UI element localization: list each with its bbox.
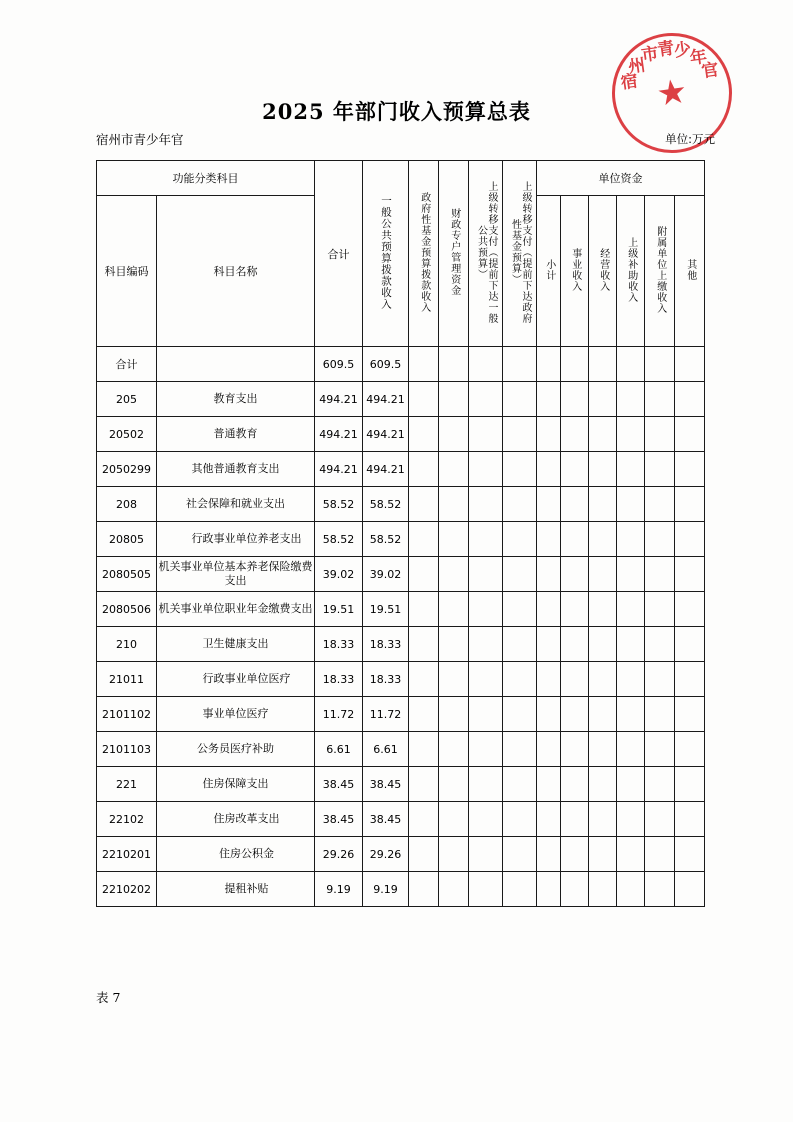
cell-business-income	[561, 697, 589, 732]
header-unit-subtotal: 小计	[537, 196, 561, 347]
table-row	[97, 592, 705, 627]
cell-fiscal-special-account	[439, 417, 469, 452]
seal-char: 青	[656, 38, 676, 61]
cell-unit-subtotal	[537, 452, 561, 487]
cell-general-public-budget: 494.21	[363, 382, 409, 417]
cell-operating-income	[589, 382, 617, 417]
cell-superior-transfer-gov-fund	[503, 522, 537, 557]
cell-superior-transfer-public	[469, 662, 503, 697]
cell-fiscal-special-account	[439, 872, 469, 907]
budget-table-body	[97, 347, 705, 907]
cell-superior-transfer-public	[469, 557, 503, 592]
cell-affiliated-unit-income	[645, 557, 675, 592]
cell-affiliated-unit-income	[645, 767, 675, 802]
cell-other	[675, 767, 705, 802]
cell-subject-name: 普通教育	[157, 417, 315, 452]
cell-other	[675, 662, 705, 697]
cell-total: 39.02	[315, 557, 363, 592]
cell-unit-subtotal	[537, 802, 561, 837]
cell-general-public-budget: 11.72	[363, 697, 409, 732]
cell-gov-fund-budget	[409, 452, 439, 487]
cell-business-income	[561, 627, 589, 662]
cell-fiscal-special-account	[439, 802, 469, 837]
cell-superior-subsidy-income	[617, 487, 645, 522]
cell-gov-fund-budget	[409, 662, 439, 697]
cell-total: 58.52	[315, 522, 363, 557]
cell-affiliated-unit-income	[645, 522, 675, 557]
cell-affiliated-unit-income	[645, 627, 675, 662]
seal-char: 年	[688, 46, 709, 69]
cell-total: 11.72	[315, 697, 363, 732]
table-row	[97, 697, 705, 732]
cell-affiliated-unit-income	[645, 592, 675, 627]
cell-gov-fund-budget	[409, 802, 439, 837]
cell-operating-income	[589, 347, 617, 382]
cell-superior-transfer-public	[469, 347, 503, 382]
cell-affiliated-unit-income	[645, 872, 675, 907]
cell-total: 9.19	[315, 872, 363, 907]
cell-fiscal-special-account	[439, 522, 469, 557]
header-total: 合计	[315, 161, 363, 347]
cell-affiliated-unit-income	[645, 837, 675, 872]
cell-business-income	[561, 487, 589, 522]
cell-operating-income	[589, 452, 617, 487]
cell-subject-code: 合计	[97, 347, 157, 382]
cell-subject-name: 机关事业单位职业年金缴费支出	[157, 592, 315, 627]
cell-subject-name: 住房改革支出	[157, 802, 315, 837]
cell-total: 494.21	[315, 382, 363, 417]
cell-gov-fund-budget	[409, 592, 439, 627]
cell-gov-fund-budget	[409, 382, 439, 417]
cell-fiscal-special-account	[439, 487, 469, 522]
cell-other	[675, 522, 705, 557]
cell-superior-subsidy-income	[617, 767, 645, 802]
cell-total: 58.52	[315, 487, 363, 522]
cell-other	[675, 732, 705, 767]
cell-affiliated-unit-income	[645, 417, 675, 452]
cell-general-public-budget: 58.52	[363, 487, 409, 522]
cell-general-public-budget: 38.45	[363, 767, 409, 802]
cell-total: 29.26	[315, 837, 363, 872]
cell-other	[675, 837, 705, 872]
header-affiliated-unit-income: 附属单位上缴收入	[645, 196, 675, 347]
cell-superior-transfer-gov-fund	[503, 347, 537, 382]
cell-superior-transfer-public	[469, 382, 503, 417]
cell-superior-transfer-gov-fund	[503, 452, 537, 487]
cell-subject-code: 2101102	[97, 697, 157, 732]
cell-superior-transfer-public	[469, 487, 503, 522]
cell-superior-subsidy-income	[617, 382, 645, 417]
cell-unit-subtotal	[537, 592, 561, 627]
cell-superior-transfer-gov-fund	[503, 382, 537, 417]
cell-other	[675, 802, 705, 837]
seal-star-icon: ★	[654, 71, 690, 115]
cell-superior-subsidy-income	[617, 592, 645, 627]
cell-fiscal-special-account	[439, 837, 469, 872]
cell-gov-fund-budget	[409, 522, 439, 557]
table-row	[97, 557, 705, 592]
cell-operating-income	[589, 662, 617, 697]
cell-operating-income	[589, 487, 617, 522]
cell-general-public-budget: 18.33	[363, 627, 409, 662]
cell-general-public-budget: 494.21	[363, 417, 409, 452]
cell-general-public-budget: 38.45	[363, 802, 409, 837]
cell-subject-name: 公务员医疗补助	[157, 732, 315, 767]
cell-subject-code: 2080506	[97, 592, 157, 627]
cell-operating-income	[589, 557, 617, 592]
cell-business-income	[561, 802, 589, 837]
cell-superior-transfer-gov-fund	[503, 417, 537, 452]
header-business-income: 事业收入	[561, 196, 589, 347]
cell-general-public-budget: 609.5	[363, 347, 409, 382]
cell-total: 19.51	[315, 592, 363, 627]
cell-superior-transfer-public	[469, 627, 503, 662]
cell-gov-fund-budget	[409, 697, 439, 732]
cell-business-income	[561, 417, 589, 452]
cell-total: 494.21	[315, 452, 363, 487]
cell-business-income	[561, 872, 589, 907]
cell-superior-transfer-gov-fund	[503, 767, 537, 802]
cell-affiliated-unit-income	[645, 802, 675, 837]
cell-superior-transfer-gov-fund	[503, 662, 537, 697]
cell-subject-code: 210	[97, 627, 157, 662]
cell-other	[675, 347, 705, 382]
cell-subject-name: 行政事业单位医疗	[157, 662, 315, 697]
cell-superior-transfer-public	[469, 417, 503, 452]
header-gov-fund-budget: 政府性基金预算拨款收入	[409, 161, 439, 347]
cell-unit-subtotal	[537, 697, 561, 732]
cell-business-income	[561, 662, 589, 697]
table-row	[97, 522, 705, 557]
cell-subject-name: 住房公积金	[157, 837, 315, 872]
cell-subject-code: 208	[97, 487, 157, 522]
seal-char: 宿	[619, 71, 640, 94]
cell-subject-code: 2210202	[97, 872, 157, 907]
cell-superior-transfer-gov-fund	[503, 487, 537, 522]
department-name: 宿州市青少年官	[96, 132, 184, 147]
table-row	[97, 872, 705, 907]
cell-subject-code: 2210201	[97, 837, 157, 872]
cell-unit-subtotal	[537, 732, 561, 767]
cell-general-public-budget: 6.61	[363, 732, 409, 767]
header-general-public-budget: 一般公共预算拨款收入	[363, 161, 409, 347]
cell-business-income	[561, 452, 589, 487]
cell-operating-income	[589, 417, 617, 452]
header-unit-funds: 单位资金	[537, 161, 705, 196]
table-row	[97, 767, 705, 802]
cell-fiscal-special-account	[439, 347, 469, 382]
cell-superior-transfer-public	[469, 592, 503, 627]
cell-subject-name	[157, 347, 315, 382]
table-row	[97, 382, 705, 417]
cell-unit-subtotal	[537, 557, 561, 592]
header-classification: 功能分类科目	[97, 161, 315, 196]
cell-other	[675, 592, 705, 627]
header-fiscal-special-account: 财政专户管理资金	[439, 161, 469, 347]
header-operating-income: 经营收入	[589, 196, 617, 347]
cell-other	[675, 487, 705, 522]
cell-unit-subtotal	[537, 522, 561, 557]
cell-superior-transfer-gov-fund	[503, 802, 537, 837]
cell-business-income	[561, 522, 589, 557]
seal-char: 州	[627, 55, 647, 78]
table-row	[97, 732, 705, 767]
cell-subject-name: 社会保障和就业支出	[157, 487, 315, 522]
cell-superior-transfer-gov-fund	[503, 627, 537, 662]
unit-note: 单位:万元	[665, 132, 715, 146]
cell-affiliated-unit-income	[645, 452, 675, 487]
cell-subject-code: 2101103	[97, 732, 157, 767]
cell-fiscal-special-account	[439, 697, 469, 732]
cell-business-income	[561, 557, 589, 592]
cell-business-income	[561, 382, 589, 417]
cell-business-income	[561, 837, 589, 872]
cell-unit-subtotal	[537, 417, 561, 452]
cell-fiscal-special-account	[439, 557, 469, 592]
cell-superior-transfer-public	[469, 732, 503, 767]
cell-subject-code: 20502	[97, 417, 157, 452]
cell-superior-subsidy-income	[617, 627, 645, 662]
cell-subject-code: 2080505	[97, 557, 157, 592]
cell-unit-subtotal	[537, 382, 561, 417]
cell-total: 18.33	[315, 662, 363, 697]
cell-fiscal-special-account	[439, 627, 469, 662]
cell-gov-fund-budget	[409, 627, 439, 662]
cell-superior-transfer-public	[469, 872, 503, 907]
cell-other	[675, 697, 705, 732]
cell-operating-income	[589, 872, 617, 907]
header-other: 其他	[675, 196, 705, 347]
cell-subject-name: 教育支出	[157, 382, 315, 417]
cell-unit-subtotal	[537, 837, 561, 872]
cell-superior-subsidy-income	[617, 872, 645, 907]
cell-superior-transfer-public	[469, 452, 503, 487]
cell-unit-subtotal	[537, 347, 561, 382]
cell-total: 609.5	[315, 347, 363, 382]
cell-fiscal-special-account	[439, 662, 469, 697]
table-row	[97, 417, 705, 452]
cell-total: 18.33	[315, 627, 363, 662]
header-subject-code: 科目编码	[97, 196, 157, 347]
cell-operating-income	[589, 627, 617, 662]
table-row	[97, 802, 705, 837]
cell-gov-fund-budget	[409, 347, 439, 382]
cell-general-public-budget: 39.02	[363, 557, 409, 592]
cell-affiliated-unit-income	[645, 662, 675, 697]
header-superior-transfer-gov-fund: 上级转移支付（提前下达政府性基金预算）	[503, 161, 537, 347]
header-superior-subsidy-income: 上级补助收入	[617, 196, 645, 347]
cell-superior-subsidy-income	[617, 697, 645, 732]
cell-operating-income	[589, 697, 617, 732]
table-row	[97, 347, 705, 382]
cell-superior-transfer-gov-fund	[503, 697, 537, 732]
table-row	[97, 627, 705, 662]
cell-subject-name: 行政事业单位养老支出	[157, 522, 315, 557]
budget-table-wrapper	[96, 160, 704, 907]
cell-affiliated-unit-income	[645, 487, 675, 522]
cell-general-public-budget: 9.19	[363, 872, 409, 907]
cell-unit-subtotal	[537, 487, 561, 522]
cell-operating-income	[589, 767, 617, 802]
cell-unit-subtotal	[537, 767, 561, 802]
cell-subject-code: 2050299	[97, 452, 157, 487]
cell-fiscal-special-account	[439, 382, 469, 417]
cell-affiliated-unit-income	[645, 697, 675, 732]
cell-general-public-budget: 58.52	[363, 522, 409, 557]
cell-superior-transfer-public	[469, 522, 503, 557]
header-subject-name: 科目名称	[157, 196, 315, 347]
cell-gov-fund-budget	[409, 837, 439, 872]
cell-total: 38.45	[315, 802, 363, 837]
header-superior-transfer-public: 上级转移支付（提前下达一般公共预算）	[469, 161, 503, 347]
cell-subject-code: 205	[97, 382, 157, 417]
cell-superior-subsidy-income	[617, 347, 645, 382]
cell-total: 38.45	[315, 767, 363, 802]
table-row	[97, 487, 705, 522]
cell-superior-transfer-public	[469, 697, 503, 732]
cell-general-public-budget: 19.51	[363, 592, 409, 627]
cell-subject-code: 21011	[97, 662, 157, 697]
cell-superior-transfer-gov-fund	[503, 837, 537, 872]
cell-operating-income	[589, 732, 617, 767]
cell-general-public-budget: 494.21	[363, 452, 409, 487]
cell-unit-subtotal	[537, 662, 561, 697]
cell-subject-name: 提租补贴	[157, 872, 315, 907]
cell-superior-transfer-gov-fund	[503, 732, 537, 767]
cell-fiscal-special-account	[439, 592, 469, 627]
cell-superior-subsidy-income	[617, 837, 645, 872]
seal-char: 官	[700, 59, 720, 83]
cell-superior-subsidy-income	[617, 522, 645, 557]
cell-affiliated-unit-income	[645, 347, 675, 382]
cell-business-income	[561, 592, 589, 627]
cell-other	[675, 382, 705, 417]
cell-fiscal-special-account	[439, 767, 469, 802]
cell-business-income	[561, 732, 589, 767]
cell-general-public-budget: 29.26	[363, 837, 409, 872]
cell-unit-subtotal	[537, 627, 561, 662]
cell-superior-transfer-public	[469, 837, 503, 872]
seal-char: 市	[640, 43, 660, 66]
cell-superior-transfer-public	[469, 767, 503, 802]
page-title: 2025 年部门收入预算总表	[262, 99, 531, 124]
cell-subject-code: 221	[97, 767, 157, 802]
cell-subject-code: 20805	[97, 522, 157, 557]
cell-other	[675, 557, 705, 592]
table-row	[97, 452, 705, 487]
cell-superior-transfer-gov-fund	[503, 557, 537, 592]
cell-other	[675, 872, 705, 907]
cell-gov-fund-budget	[409, 417, 439, 452]
cell-superior-subsidy-income	[617, 417, 645, 452]
cell-superior-subsidy-income	[617, 452, 645, 487]
cell-superior-transfer-gov-fund	[503, 592, 537, 627]
cell-gov-fund-budget	[409, 732, 439, 767]
cell-superior-transfer-gov-fund	[503, 872, 537, 907]
cell-business-income	[561, 347, 589, 382]
cell-gov-fund-budget	[409, 767, 439, 802]
cell-gov-fund-budget	[409, 487, 439, 522]
cell-subject-name: 其他普通教育支出	[157, 452, 315, 487]
cell-affiliated-unit-income	[645, 732, 675, 767]
cell-affiliated-unit-income	[645, 382, 675, 417]
table-row	[97, 837, 705, 872]
budget-table	[96, 160, 705, 907]
cell-unit-subtotal	[537, 872, 561, 907]
cell-operating-income	[589, 592, 617, 627]
cell-general-public-budget: 18.33	[363, 662, 409, 697]
cell-superior-subsidy-income	[617, 662, 645, 697]
cell-fiscal-special-account	[439, 732, 469, 767]
table-number-footer: 表 7	[96, 990, 121, 1005]
table-row	[97, 662, 705, 697]
cell-superior-subsidy-income	[617, 557, 645, 592]
cell-gov-fund-budget	[409, 557, 439, 592]
cell-subject-name: 住房保障支出	[157, 767, 315, 802]
cell-subject-code: 22102	[97, 802, 157, 837]
cell-subject-name: 机关事业单位基本养老保险缴费支出	[157, 557, 315, 592]
cell-operating-income	[589, 837, 617, 872]
cell-business-income	[561, 767, 589, 802]
cell-superior-subsidy-income	[617, 802, 645, 837]
cell-superior-subsidy-income	[617, 732, 645, 767]
cell-other	[675, 452, 705, 487]
seal-char: 少	[672, 39, 693, 62]
cell-operating-income	[589, 522, 617, 557]
cell-superior-transfer-public	[469, 802, 503, 837]
cell-subject-name: 卫生健康支出	[157, 627, 315, 662]
cell-fiscal-special-account	[439, 452, 469, 487]
cell-other	[675, 417, 705, 452]
cell-gov-fund-budget	[409, 872, 439, 907]
cell-other	[675, 627, 705, 662]
cell-operating-income	[589, 802, 617, 837]
cell-total: 6.61	[315, 732, 363, 767]
cell-subject-name: 事业单位医疗	[157, 697, 315, 732]
cell-total: 494.21	[315, 417, 363, 452]
